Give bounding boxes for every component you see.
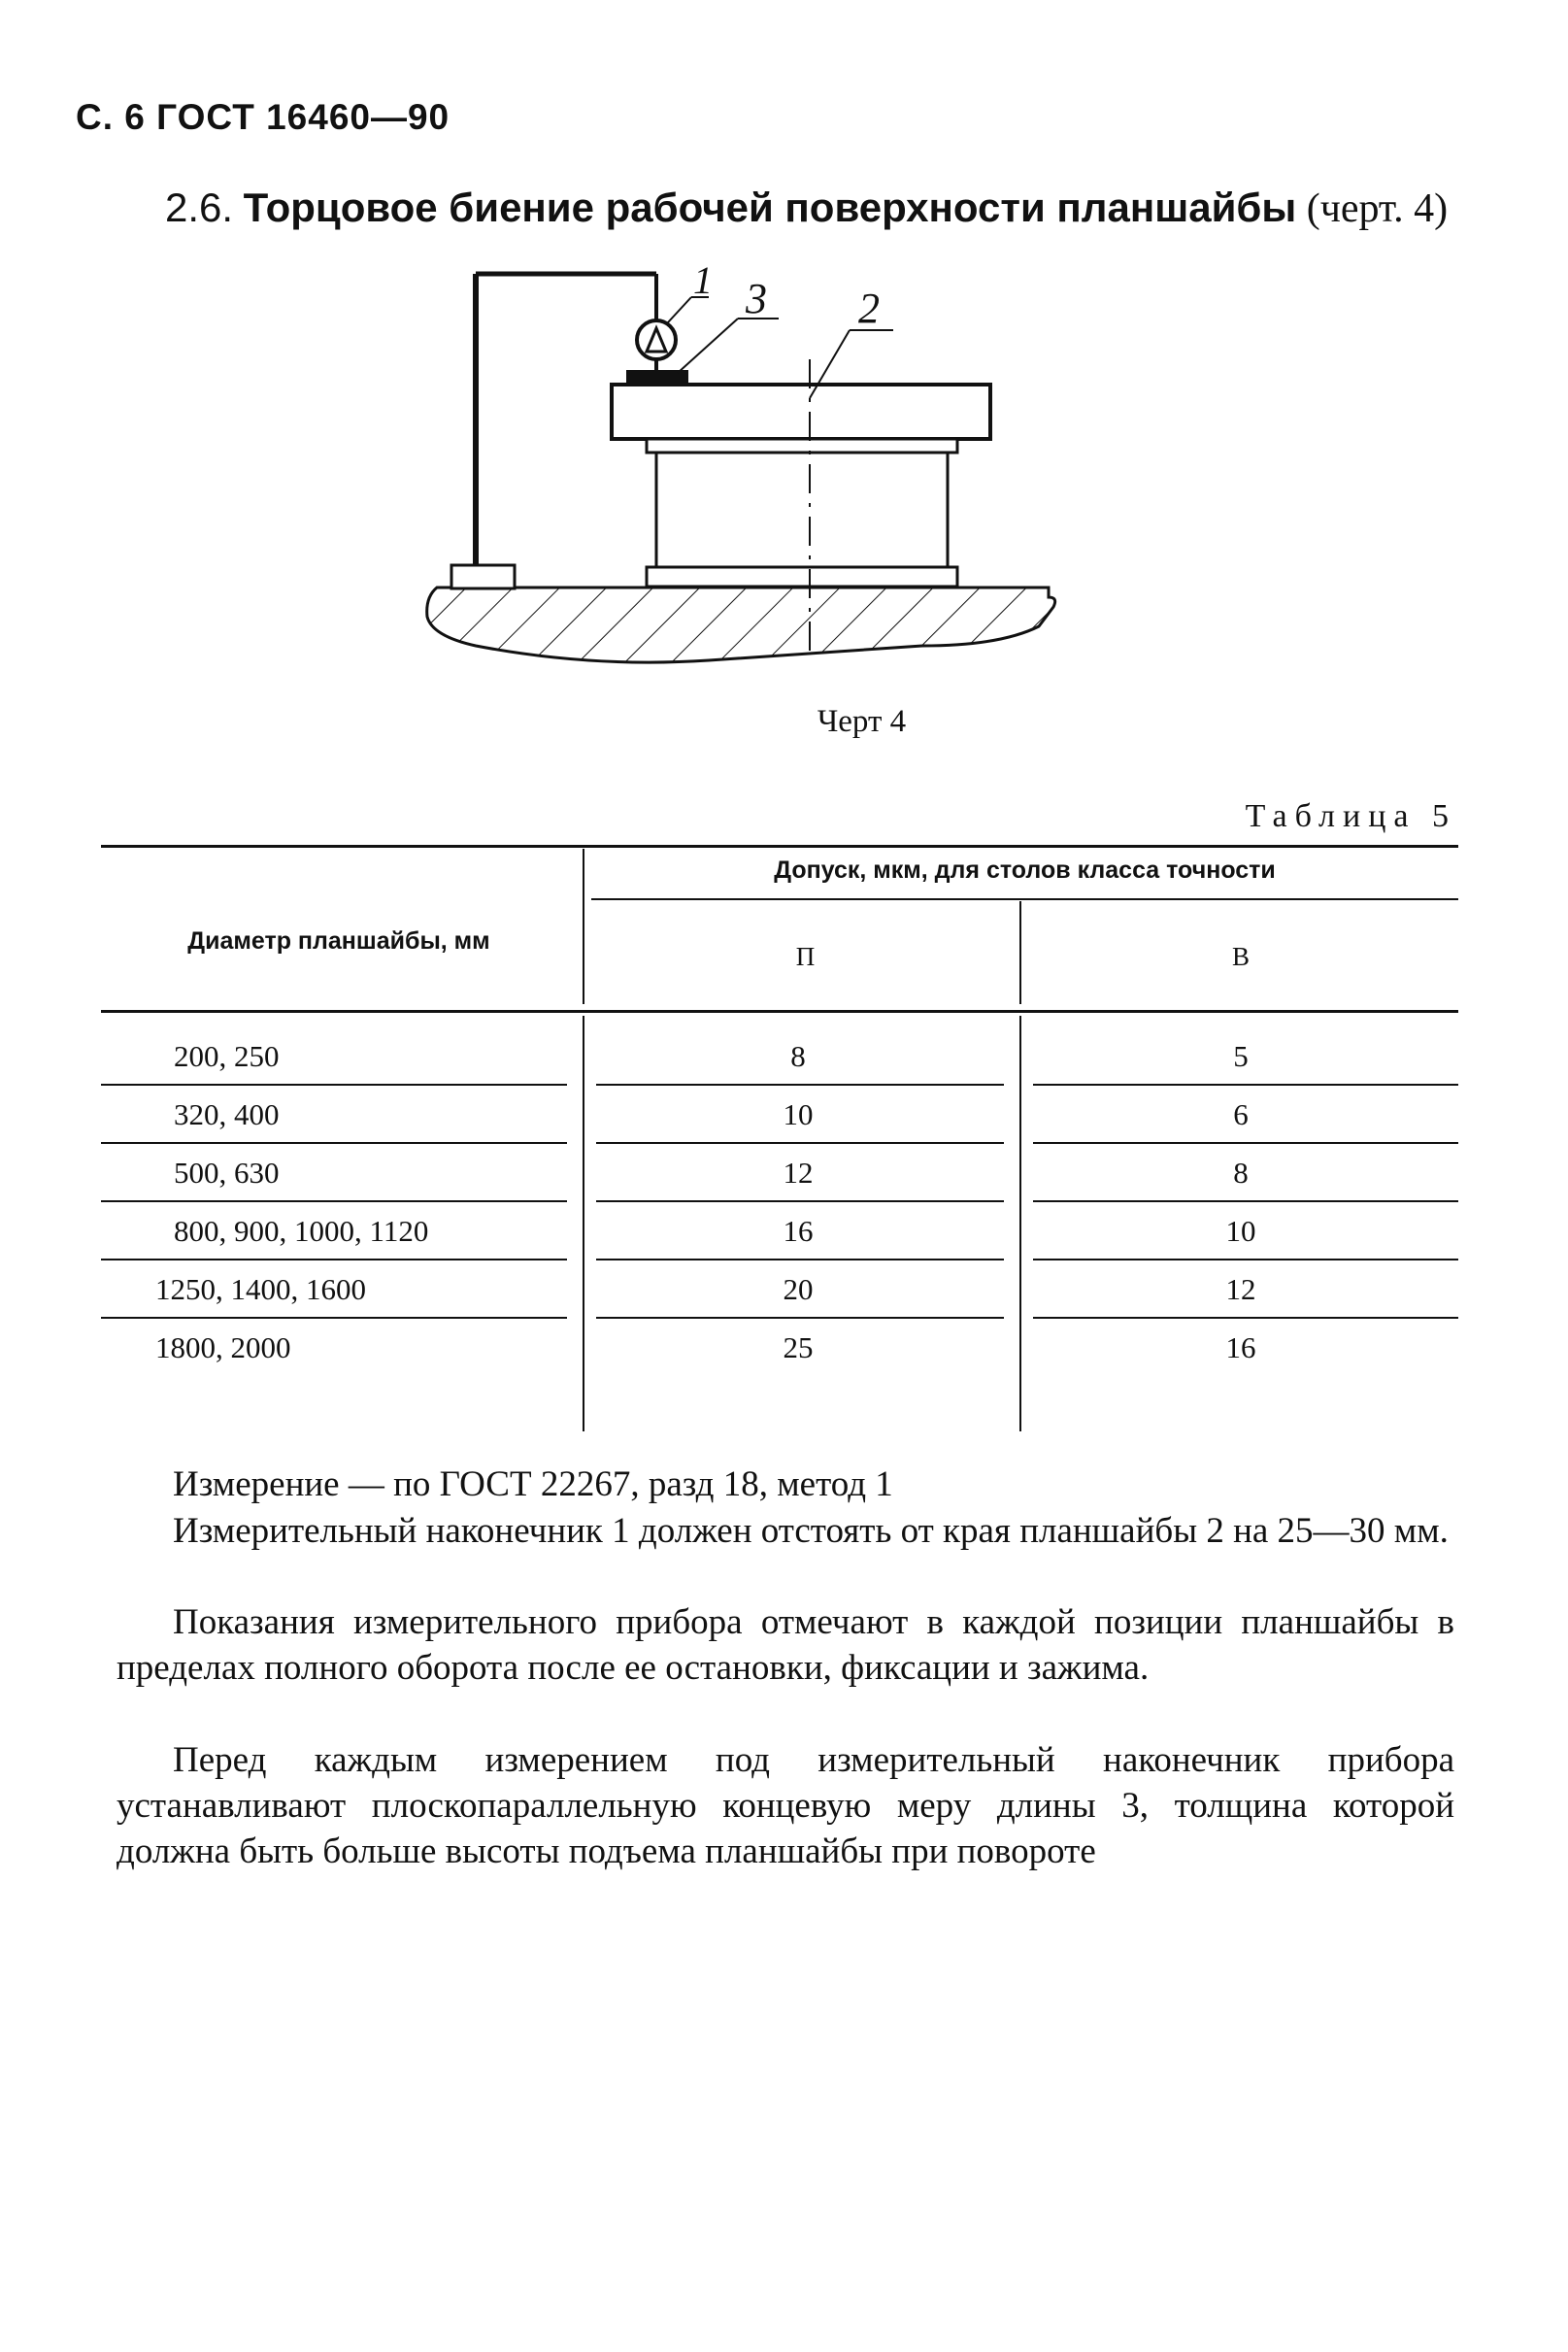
callout-3: 3 xyxy=(746,275,767,322)
table-cell-p: 16 xyxy=(783,1214,814,1248)
paragraph-gauge-block: Перед каждым измерением под измерительный наконечник прибора устанавливают плоскопараллельную концевую меру длины 3, толщина которой должна быть больше высоты подъема планшайбы при повороте xyxy=(117,1740,1454,1871)
table-cell-v: 16 xyxy=(1225,1330,1256,1364)
table-cell-v: 8 xyxy=(1233,1156,1249,1190)
class-p-header: П xyxy=(795,942,816,971)
figure-4 xyxy=(417,262,1078,689)
table-cell-diameter: 1250, 1400, 1600 xyxy=(155,1272,366,1306)
class-v-header: В xyxy=(1231,942,1250,971)
stand-foot xyxy=(451,565,515,588)
section-ref: (черт. 4) xyxy=(1306,186,1449,231)
table-cell-v: 5 xyxy=(1233,1039,1249,1073)
paragraph-measurement: Измерение — по ГОСТ 22267, разд 18, метод 1 xyxy=(173,1464,893,1504)
paragraph-readings: Показания измерительного прибора отмечают в каждой позиции планшайбы в пределах полного оборота после ее остановки, фиксации и зажима. xyxy=(117,1602,1454,1688)
table-cell-p: 12 xyxy=(783,1156,814,1190)
page-header: С. 6 ГОСТ 16460—90 xyxy=(76,97,450,137)
table-5 xyxy=(101,845,1458,1432)
table-cell-diameter: 1800, 2000 xyxy=(155,1330,291,1364)
group-header: Допуск, мкм, для столов класса точности xyxy=(774,857,1276,884)
faceplate xyxy=(612,385,990,439)
table-cell-diameter: 320, 400 xyxy=(174,1097,280,1131)
callout-2: 2 xyxy=(858,285,880,332)
base-hatched xyxy=(427,588,1055,662)
section-heading xyxy=(165,185,1448,232)
table-cell-p: 10 xyxy=(783,1097,814,1131)
callout-1: 1 xyxy=(693,262,713,302)
table-cell-diameter: 800, 900, 1000, 1120 xyxy=(174,1214,429,1248)
table-label: Таблица 5 xyxy=(1245,798,1456,834)
table-cell-v: 6 xyxy=(1233,1097,1249,1131)
table-cell-p: 8 xyxy=(790,1039,806,1073)
col-diameter-header: Диаметр планшайбы, мм xyxy=(187,927,490,955)
table-cell-v: 12 xyxy=(1225,1272,1256,1306)
table-cell-diameter: 500, 630 xyxy=(174,1156,280,1190)
table-body xyxy=(656,453,948,567)
table-cell-v: 10 xyxy=(1225,1214,1256,1248)
table-cell-diameter: 200, 250 xyxy=(174,1039,280,1073)
paragraph-tip-offset: Измерительный наконечник 1 должен отстоять от края планшайбы 2 на 25—30 мм. xyxy=(173,1511,1449,1551)
figure-caption: Черт 4 xyxy=(817,704,907,739)
section-number: 2.6. xyxy=(165,185,234,230)
table-cell-p: 25 xyxy=(783,1330,814,1364)
table-cell-p: 20 xyxy=(783,1272,814,1306)
section-title: Торцовое биение рабочей поверхности планшайбы xyxy=(243,185,1297,230)
